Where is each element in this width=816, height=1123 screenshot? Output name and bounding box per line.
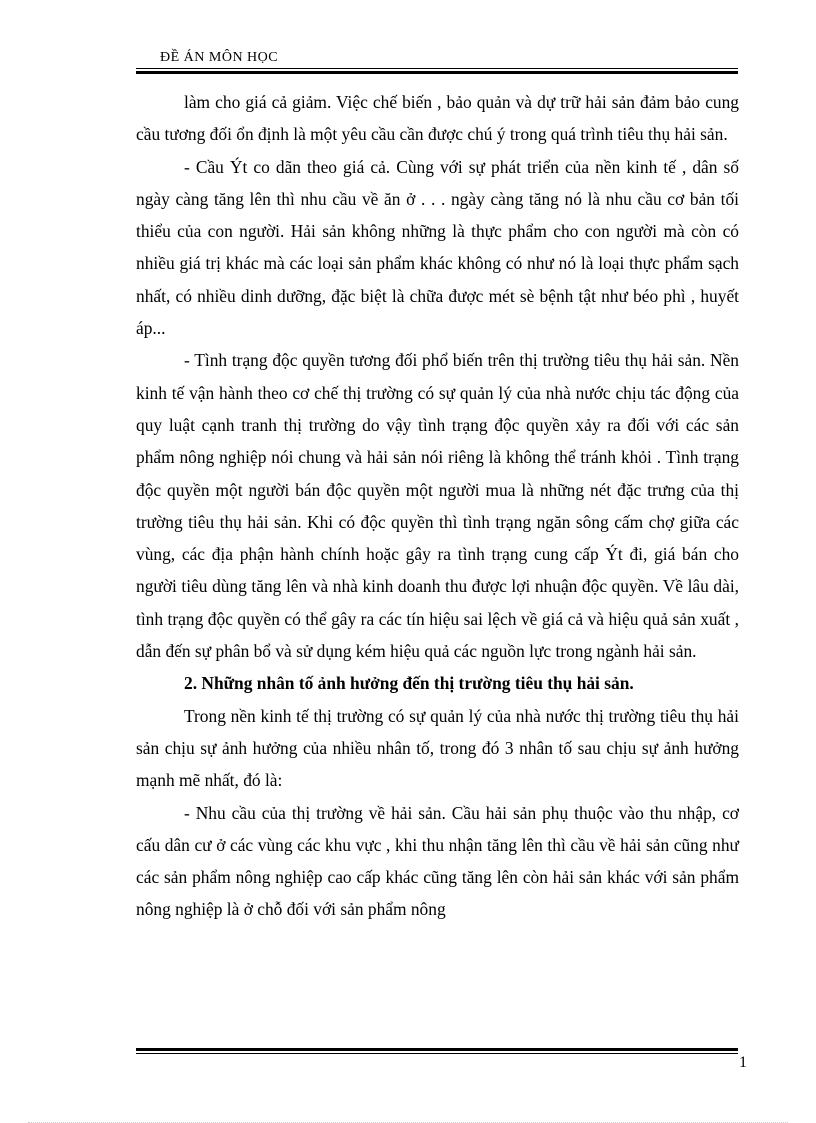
header-title: ĐỀ ÁN MÔN HỌC (160, 50, 279, 65)
body-paragraph: - Nhu cầu của thị trường về hải sản. Cầu hải sản phụ thuộc vào thu nhập, cơ cấu dân cư ở các vùng các khu vực , khi thu nhận tăng lên thì cầu về hải sản cũng như các sản phẩm nông nghiệp cao cấp khác cũng tăng lên còn hải sản khác với sản phẩm nông nghiệp là ở chỗ đối với sản phẩm nông (136, 802, 739, 920)
section-heading: 2. Những nhân tố ảnh hưởng đến thị trường tiêu thụ hải sản. (184, 673, 634, 694)
footer-rule-thin (136, 1053, 738, 1054)
page-number: 1 (739, 1054, 747, 1071)
header-rule-thin (136, 68, 738, 69)
body-paragraph: làm cho giá cả giảm. Việc chế biến , bảo quản và dự trữ hải sản đảm bảo cung cầu tương đối ổn định là một yêu cầu cần được chú ý trong quá trình tiêu thụ hải sản. (136, 92, 739, 145)
body-paragraph: Trong nền kinh tế thị trường có sự quản lý của nhà nước thị trường tiêu thụ hải sản chịu sự ảnh hưởng của nhiều nhân tố, trong đó 3 nhân tố sau chịu sự ảnh hưởng mạnh mẽ nhất, đó là: (136, 705, 739, 791)
header-rule-thick (136, 71, 738, 74)
footer-rule-thick (136, 1048, 738, 1051)
body-paragraph: - Cầu Ýt co dãn theo giá cả. Cùng với sự phát triển của nền kinh tế , dân số ngày càng tăng lên thì nhu cầu về ăn ở . . . ngày càng tăng nó là nhu cầu cơ bản tối thiểu của con người. Hải sản không những là thực phẩm cho con người mà còn có nhiều giá trị khác mà các loại sản phẩm khác không có như nó là loại thực phẩm sạch nhất, có nhiều dinh dưỡng, đặc biệt là chữa được mét sè bệnh tật như béo phì , huyết áp... (136, 156, 739, 339)
document-body (136, 86, 739, 926)
body-paragraph: - Tình trạng độc quyền tương đối phổ biến trên thị trường tiêu thụ hải sản. Nền kinh tế vận hành theo cơ chế thị trường có sự quản lý của nhà nước chịu tác động của quy luật cạnh tranh thị trường do vậy tình trạng độc quyền xảy ra đối với các sản phẩm nông nghiệp nói chung và hải sản nói riêng là không thể tránh khỏi . Tình trạng độc quyền một người bán độc quyền một người mua là những nét đặc trưng của thị trường tiêu thụ hải sản. Khi có độc quyền thì tình trạng ngăn sông cấm chợ giữa các vùng, các địa phận hành chính hoặc gây ra tình trạng cung cấp Ýt đi, giá bán cho người tiêu dùng tăng lên và nhà kinh doanh thu được lợi nhuận độc quyền. Về lâu dài, tình trạng độc quyền có thể gây ra các tín hiệu sai lệch về giá cả và hiệu quả sản xuất , dẫn đến sự phân bổ và sử dụng kém hiệu quả các nguồn lực trong ngành hải sản. (136, 350, 739, 662)
